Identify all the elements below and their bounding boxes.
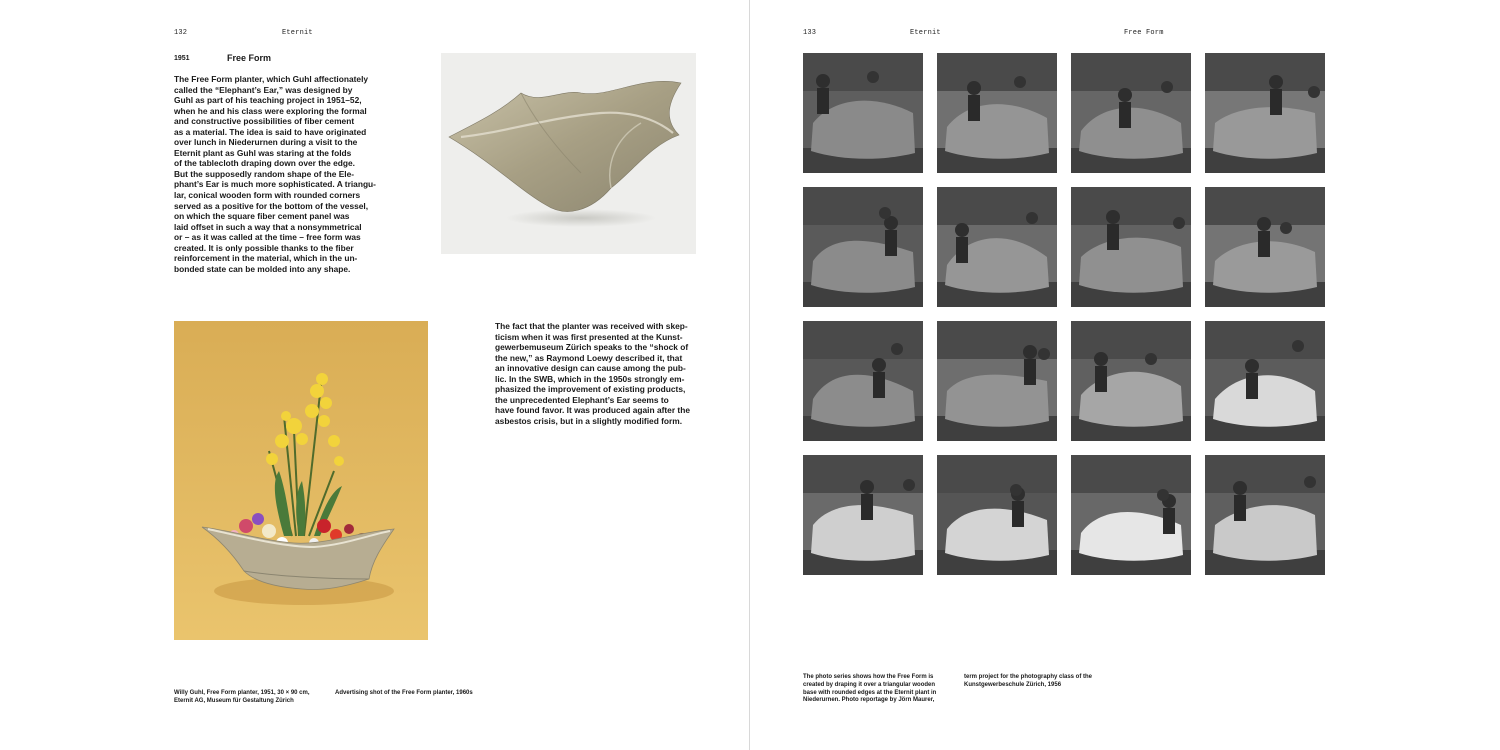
series-photo bbox=[937, 321, 1057, 441]
caption-product: Willy Guhl, Free Form planter, 1951, 30 × 90 cm, Eternit AG, Museum für Gestaltung Zürich bbox=[174, 690, 310, 704]
series-photo bbox=[803, 455, 923, 575]
body-paragraph-1: The Free Form planter, which Guhl affectionately called the “Elephant’s Ear,” was designed by Guhl as part of his teaching project in 1951–52, when he and his class were exploring the formal and constructive possibilities of fiber cement as a material. The idea is said to have originated over lunch in Niederurnen during a visit to the Eternit plant as Guhl was staring at the folds of the tablecloth draping down over the edge. But the supposedly random shape of the Ele- phant’s Ear is much more sophisticated. A triangu- lar, conical wooden form with rounded corners served as a positive for the bottom of the vessel, on which the square fiber cement panel was laid offset in such a way that a nonsymmetrical or – as it was called at the time – free form was created. It is only possible thanks to the fiber reinforcement in the material, which in the un- bonded state can be molded into any shape. bbox=[174, 74, 376, 274]
series-photo bbox=[803, 53, 923, 173]
series-photo bbox=[1071, 321, 1191, 441]
section-heading: Free Form bbox=[227, 53, 272, 63]
series-photo bbox=[1071, 53, 1191, 173]
series-photo bbox=[937, 187, 1057, 307]
body-paragraph-2: The fact that the planter was received with skep- ticism when it was first presented at the Kunst- gewerbemuseum Zürich speaks to the “shock of the new,” as Raymond Loewy described it, that an innovative design can cause among the pub- lic. In the SWB, which in the 1950s strongly em- phasized the improvement of existing products, the unprecedented Elephant’s Ear seems to have found favor. It was produced again after the asbestos crisis, but in a slightly modified form. bbox=[495, 321, 690, 426]
series-photo bbox=[1071, 455, 1191, 575]
caption-advertising: Advertising shot of the Free Form planter, 1960s bbox=[335, 690, 473, 696]
right-page bbox=[750, 0, 1500, 750]
series-photo bbox=[1205, 321, 1325, 441]
series-photo bbox=[1205, 187, 1325, 307]
section-head: Free Form bbox=[1124, 29, 1164, 37]
planter-advertising-photo bbox=[174, 321, 428, 640]
series-photo bbox=[803, 321, 923, 441]
series-photo bbox=[937, 455, 1057, 575]
page-number: 133 bbox=[803, 29, 817, 37]
running-head: Eternit bbox=[282, 29, 313, 37]
series-photo bbox=[1071, 187, 1191, 307]
page-number: 132 bbox=[174, 29, 188, 37]
series-photo bbox=[937, 53, 1057, 173]
series-photo bbox=[1205, 455, 1325, 575]
left-page bbox=[0, 0, 749, 750]
planter-product-photo bbox=[441, 53, 696, 254]
series-photo bbox=[803, 187, 923, 307]
running-head: Eternit bbox=[910, 29, 941, 37]
series-photo bbox=[1205, 53, 1325, 173]
caption-photo-series-continued: term project for the photography class of the Kunstgewerbeschule Zürich, 1956 bbox=[964, 674, 1093, 688]
caption-photo-series: The photo series shows how the Free Form is created by draping it over a triangular wooden base with rounded edges at the Eternit plant in Niederurnen. Photo reportage by Jörn Maurer, bbox=[803, 674, 937, 704]
year-label: 1951 bbox=[174, 55, 190, 62]
